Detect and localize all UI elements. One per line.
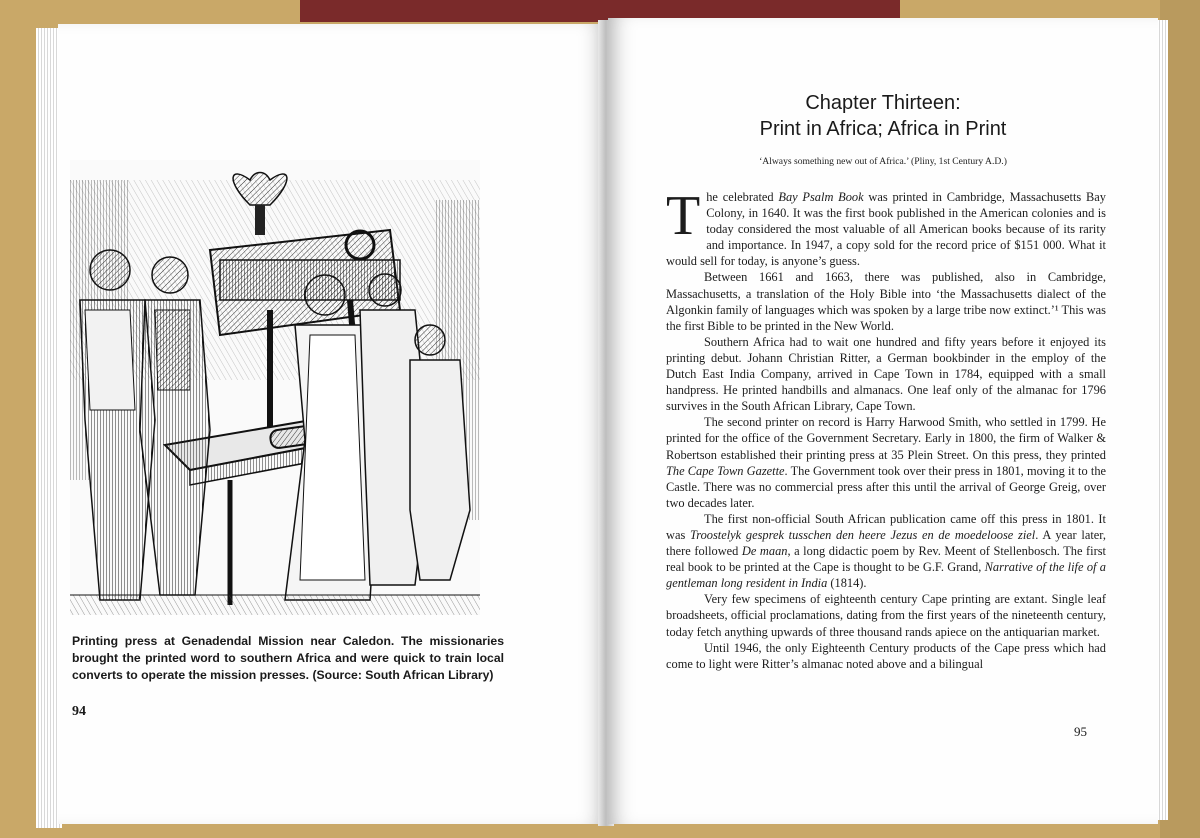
chapter-title: [608, 90, 1158, 142]
text-run: The first non-official South African publication came off this press in 1801. It was: [666, 511, 1106, 542]
book-title-italic: Troostelyk gesprek tusschen den heere Jezus en de moedeloose ziel: [690, 527, 1036, 542]
page-number-left: 94: [72, 704, 86, 719]
right-page: [608, 18, 1158, 824]
paragraph-2: Between 1661 and 1663, there was published, also in Cambridge, Massachusetts, a translation of the Holy Bible into ‘the Massachusetts dialect of the Algonkin family of languages which was spoken by a large tribe now extinct.’¹ This was the first Bible to be printed in the New World.: [666, 270, 1106, 333]
figure-caption: Printing press at Genadendal Mission near Caledon. The missionaries brought the printed word to southern Africa and were quick to train local converts to operate the mission presses. (Source: South African Library): [72, 634, 504, 682]
text-run: The second printer on record is Harry Harwood Smith, who settled in 1799. He printed for the office of the Government Secretary. Early in 1800, the firm of Walker & Robertson established their printing press at 35 Plein Street. On this press, they printed: [666, 415, 1106, 462]
drop-cap: T: [666, 185, 701, 247]
book-title-italic: The Cape Town Gazette: [666, 463, 785, 478]
text-run: . A year later, there followed: [666, 527, 1106, 559]
text-run: , a long didactic poem by Rev. Meent of Stellenbosch. The first real book to be printed at the Cape is thought to be G.F. Grand,: [666, 544, 1106, 575]
paragraph-6: Very few specimens of eighteenth century Cape printing are extant. Single leaf broadsheets, official proclamations, dating from the first years of the nineteenth century, today fetch anything upwards of three thousand rands apiece on the antiquarian market.: [666, 592, 1106, 639]
paragraph-4: [666, 414, 1106, 511]
paragraph-1: [666, 185, 1106, 269]
book-title-italic: De maan: [741, 544, 788, 559]
chapter-title-line2: Print in Africa; Africa in Print: [759, 118, 1007, 140]
chapter-body: [666, 185, 1107, 672]
book-title-italic: Narrative of the life of a gentleman long resident in India: [666, 560, 1107, 591]
text-run: (1814).: [827, 576, 867, 591]
text-run: . The Government took over their press in 1801, moving it to the Castle. There was no commercial press after this until the arrival of George Greig, over two decades later.: [666, 463, 1107, 510]
text-run: he celebrated: [706, 190, 779, 204]
printing-press-engraving: [70, 160, 480, 615]
paragraph-5: [666, 511, 1106, 591]
epigraph: ‘Always something new out of Africa.’ (Pliny, 1st Century A.D.): [759, 156, 1007, 167]
paragraph-7: Until 1946, the only Eighteenth Century products of the Cape press which had come to light were Ritter’s almanac noted above and a bilingual: [666, 640, 1106, 671]
page-number-right: 95: [1074, 724, 1087, 739]
chapter-title-line1: Chapter Thirteen:: [805, 92, 961, 114]
paragraph-3: Southern Africa had to wait one hundred and fifty years before it enjoyed its printing debut. Johann Christian Ritter, a German bookbinder in the employ of the Dutch East India Company, arrived in Cape Town in 1784, equipped with a small handpress. He printed handbills and almanacs. One leaf only of the almanac for 1796 survives in the South African Library, Cape Town.: [666, 334, 1106, 414]
book-title-italic: Bay Psalm Book: [778, 190, 864, 204]
text-run: was printed in Cambridge, Massachusetts Bay Colony, in 1640. It was the first book published in the American colonies and is today considered the most valuable of all American books because of its rarity and importance. In 1947, a copy sold for the record price of $151 000. What it would sell for today, is anyone’s guess.: [666, 190, 1106, 269]
